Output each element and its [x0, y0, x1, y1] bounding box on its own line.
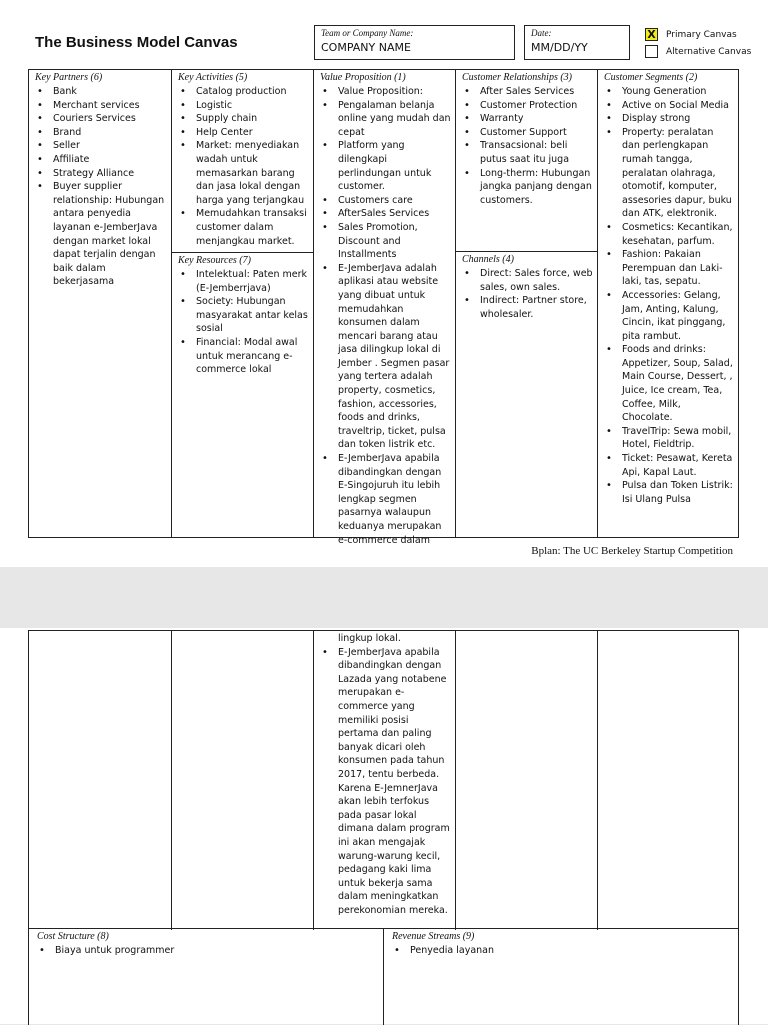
revenue-streams-list: [390, 944, 732, 958]
list-item: • E-JemberJava adalah aplikasi atau website yang dibuat untuk memudahkan konsumen dalam mencari barang atau jasa dilingkup lokal di Jember . Segmen pasar yang tertera adalah property, cosmetics, fashion, accessories, foods and drinks, traveltrip, ticket, pulsa dan token listrik etc.: [318, 262, 451, 452]
cost-structure-title: Cost Structure (8): [37, 931, 109, 942]
activities-resources-column-continued: [172, 631, 314, 930]
key-resources-section: [172, 252, 313, 377]
list-item: • Sales Promotion, Discount and Installments: [318, 221, 451, 262]
canvas-page-2: [0, 628, 768, 1024]
list-item: • Display strong: [602, 112, 734, 126]
list-item: • Direct: Sales force, web sales, own sales.: [460, 267, 593, 294]
team-name-value: COMPANY NAME: [321, 41, 411, 54]
list-item: • Customer Support: [460, 126, 593, 140]
customer-relationships-section: [456, 70, 597, 251]
key-activities-title: Key Activities (5): [178, 72, 248, 83]
date-value: MM/DD/YY: [531, 41, 588, 54]
value-proposition-continued-section: [314, 629, 455, 917]
list-item: • Supply chain: [176, 112, 309, 126]
list-item: • E-JemberJava apabila dibandingkan dengan E-Singojuruh itu lebih lengkap segmen pasarnya walaupun keduanya merupakan e-commerce dalam: [318, 452, 451, 547]
list-item: • Foods and drinks: Appetizer, Soup, Salad, Main Course, Dessert, , Juice, Ice cream, Tea, Coffee, Milk, Chocolate.: [602, 343, 734, 425]
list-item: • Couriers Services: [33, 112, 167, 126]
list-item: • Long-therm: Hubungan jangka panjang dengan customers.: [460, 167, 593, 208]
channels-section: [456, 251, 597, 321]
list-item: • Platform yang dilengkapi perlindungan untuk customer.: [318, 139, 451, 193]
list-item: • Transacsional: beli putus saat itu juga: [460, 139, 593, 166]
key-partners-title: Key Partners (6): [35, 72, 103, 83]
key-activities-list: [176, 85, 309, 248]
channels-list: [460, 267, 593, 321]
revenue-streams-title: Revenue Streams (9): [392, 931, 475, 942]
key-partners-column-continued: [29, 631, 172, 930]
key-partners-column: [29, 70, 172, 537]
alternative-canvas-label: Alternative Canvas: [666, 47, 752, 57]
value-proposition-title: Value Proposition (1): [320, 72, 406, 83]
channels-title: Channels (4): [462, 254, 514, 265]
value-proposition-column-continued: [314, 631, 456, 930]
date-field[interactable]: [524, 25, 630, 60]
list-item: • Buyer supplier relationship: Hubungan antara penyedia layanan e-JemberJava dengan market lokal dapat terjalin dengan baik dalam bekerjasama: [33, 180, 167, 289]
page-title: The Business Model Canvas: [35, 34, 238, 51]
value-proposition-continued-list: [318, 632, 451, 646]
bottom-row: [28, 928, 739, 1025]
customer-relationships-list: [460, 85, 593, 207]
relationships-channels-column: [456, 70, 598, 537]
value-proposition-list-2: [318, 646, 451, 918]
value-proposition-list: [318, 85, 451, 547]
value-proposition-section: [314, 70, 455, 547]
list-item: • Pengalaman belanja online yang mudah dan cepat: [318, 99, 451, 140]
key-partners-section: [29, 70, 171, 289]
alternative-canvas-checkbox[interactable]: [645, 45, 658, 58]
list-item: • Biaya untuk programmer: [35, 944, 377, 958]
list-item: • Indirect: Partner store, wholesaler.: [460, 294, 593, 321]
list-item: • Accessories: Gelang, Jam, Anting, Kalung, Cincin, ikat pinggang, pita rambut.: [602, 289, 734, 343]
key-activities-section: [172, 70, 313, 252]
list-item: • Active on Social Media: [602, 99, 734, 113]
list-item: • Logistic: [176, 99, 309, 113]
revenue-streams-section: [384, 929, 739, 1025]
list-item: • Penyedia layanan: [390, 944, 732, 958]
key-partners-list: [33, 85, 167, 289]
list-item: • Customers care: [318, 194, 451, 208]
list-item: • Affiliate: [33, 153, 167, 167]
list-item: • Fashion: Pakaian Perempuan dan Laki-laki, tas, sepatu.: [602, 248, 734, 289]
list-item: • Brand: [33, 126, 167, 140]
primary-canvas-label: Primary Canvas: [666, 30, 737, 40]
primary-canvas-checkbox[interactable]: X: [645, 28, 658, 41]
list-item: • Young Generation: [602, 85, 734, 99]
footer-credit: Bplan: The UC Berkeley Startup Competition: [531, 545, 733, 557]
customer-segments-column: [598, 70, 738, 537]
list-item: • Intelektual: Paten merk (E-Jemberrjava): [176, 268, 309, 295]
date-label: Date:: [531, 28, 552, 38]
list-item: • Warranty: [460, 112, 593, 126]
list-item: • Society: Hubungan masyarakat antar kelas sosial: [176, 295, 309, 336]
value-proposition-column: [314, 70, 456, 546]
list-item: • Help Center: [176, 126, 309, 140]
list-item: • Ticket: Pesawat, Kereta Api, Kapal Laut.: [602, 452, 734, 479]
list-item: • AfterSales Services: [318, 207, 451, 221]
canvas-grid: [28, 69, 739, 546]
cost-structure-section: [28, 929, 384, 1025]
list-item: • After Sales Services: [460, 85, 593, 99]
list-item: • Bank: [33, 85, 167, 99]
relationships-channels-column-continued: [456, 631, 598, 930]
list-item: • Customer Protection: [460, 99, 593, 113]
customer-segments-column-continued: [598, 631, 738, 930]
list-item: • Value Proposition:: [318, 85, 451, 99]
list-item: • E-JemberJava apabila dibandingkan dengan Lazada yang notabene merupakan e-commerce yang memiliki posisi pertama dan paling banyak dicari oleh konsumen pada tahun 2017, tentu berbeda. Karena E-JemnerJava akan lebih terfokus pada pasar lokal dimana dalam program ini akan mengajak warung-warung kecil, pedagang kaki lima untuk bekerja sama dalam meningkatkan perekonomian mereka.: [318, 646, 451, 918]
list-item: • Strategy Alliance: [33, 167, 167, 181]
canvas-grid-continued: [28, 630, 739, 930]
list-item: • Seller: [33, 139, 167, 153]
list-item: • TravelTrip: Sewa mobil, Hotel, Fieldtrip.: [602, 425, 734, 452]
list-item: • Property: peralatan dan perlengkapan rumah tangga, peralatan olahraga, otomotif, komputer, assesories dapur, buku dan ATK, elektronik.: [602, 126, 734, 221]
list-item: • Pulsa dan Token Listrik: Isi Ulang Pulsa: [602, 479, 734, 506]
cost-structure-list: [35, 944, 377, 958]
team-name-label: Team or Company Name:: [321, 28, 414, 38]
list-item: • Market: menyediakan wadah untuk memasarkan barang dan jasa lokal dengan harga yang terjangkau: [176, 139, 309, 207]
activities-resources-column: [172, 70, 314, 537]
list-item: lingkup lokal.: [338, 633, 401, 644]
key-resources-list: [176, 268, 309, 377]
list-item: • Cosmetics: Kecantikan, kesehatan, parfum.: [602, 221, 734, 248]
customer-relationships-title: Customer Relationships (3): [462, 72, 572, 83]
list-item: • Merchant services: [33, 99, 167, 113]
team-name-field[interactable]: [314, 25, 515, 60]
list-item: • Catalog production: [176, 85, 309, 99]
customer-segments-title: Customer Segments (2): [604, 72, 698, 83]
key-resources-title: Key Resources (7): [178, 255, 251, 266]
list-item: • Memudahkan transaksi customer dalam menjangkau market.: [176, 207, 309, 248]
customer-segments-section: [598, 70, 738, 506]
list-item: • Financial: Modal awal untuk merancang e-commerce lokal: [176, 336, 309, 377]
customer-segments-list: [602, 85, 734, 506]
